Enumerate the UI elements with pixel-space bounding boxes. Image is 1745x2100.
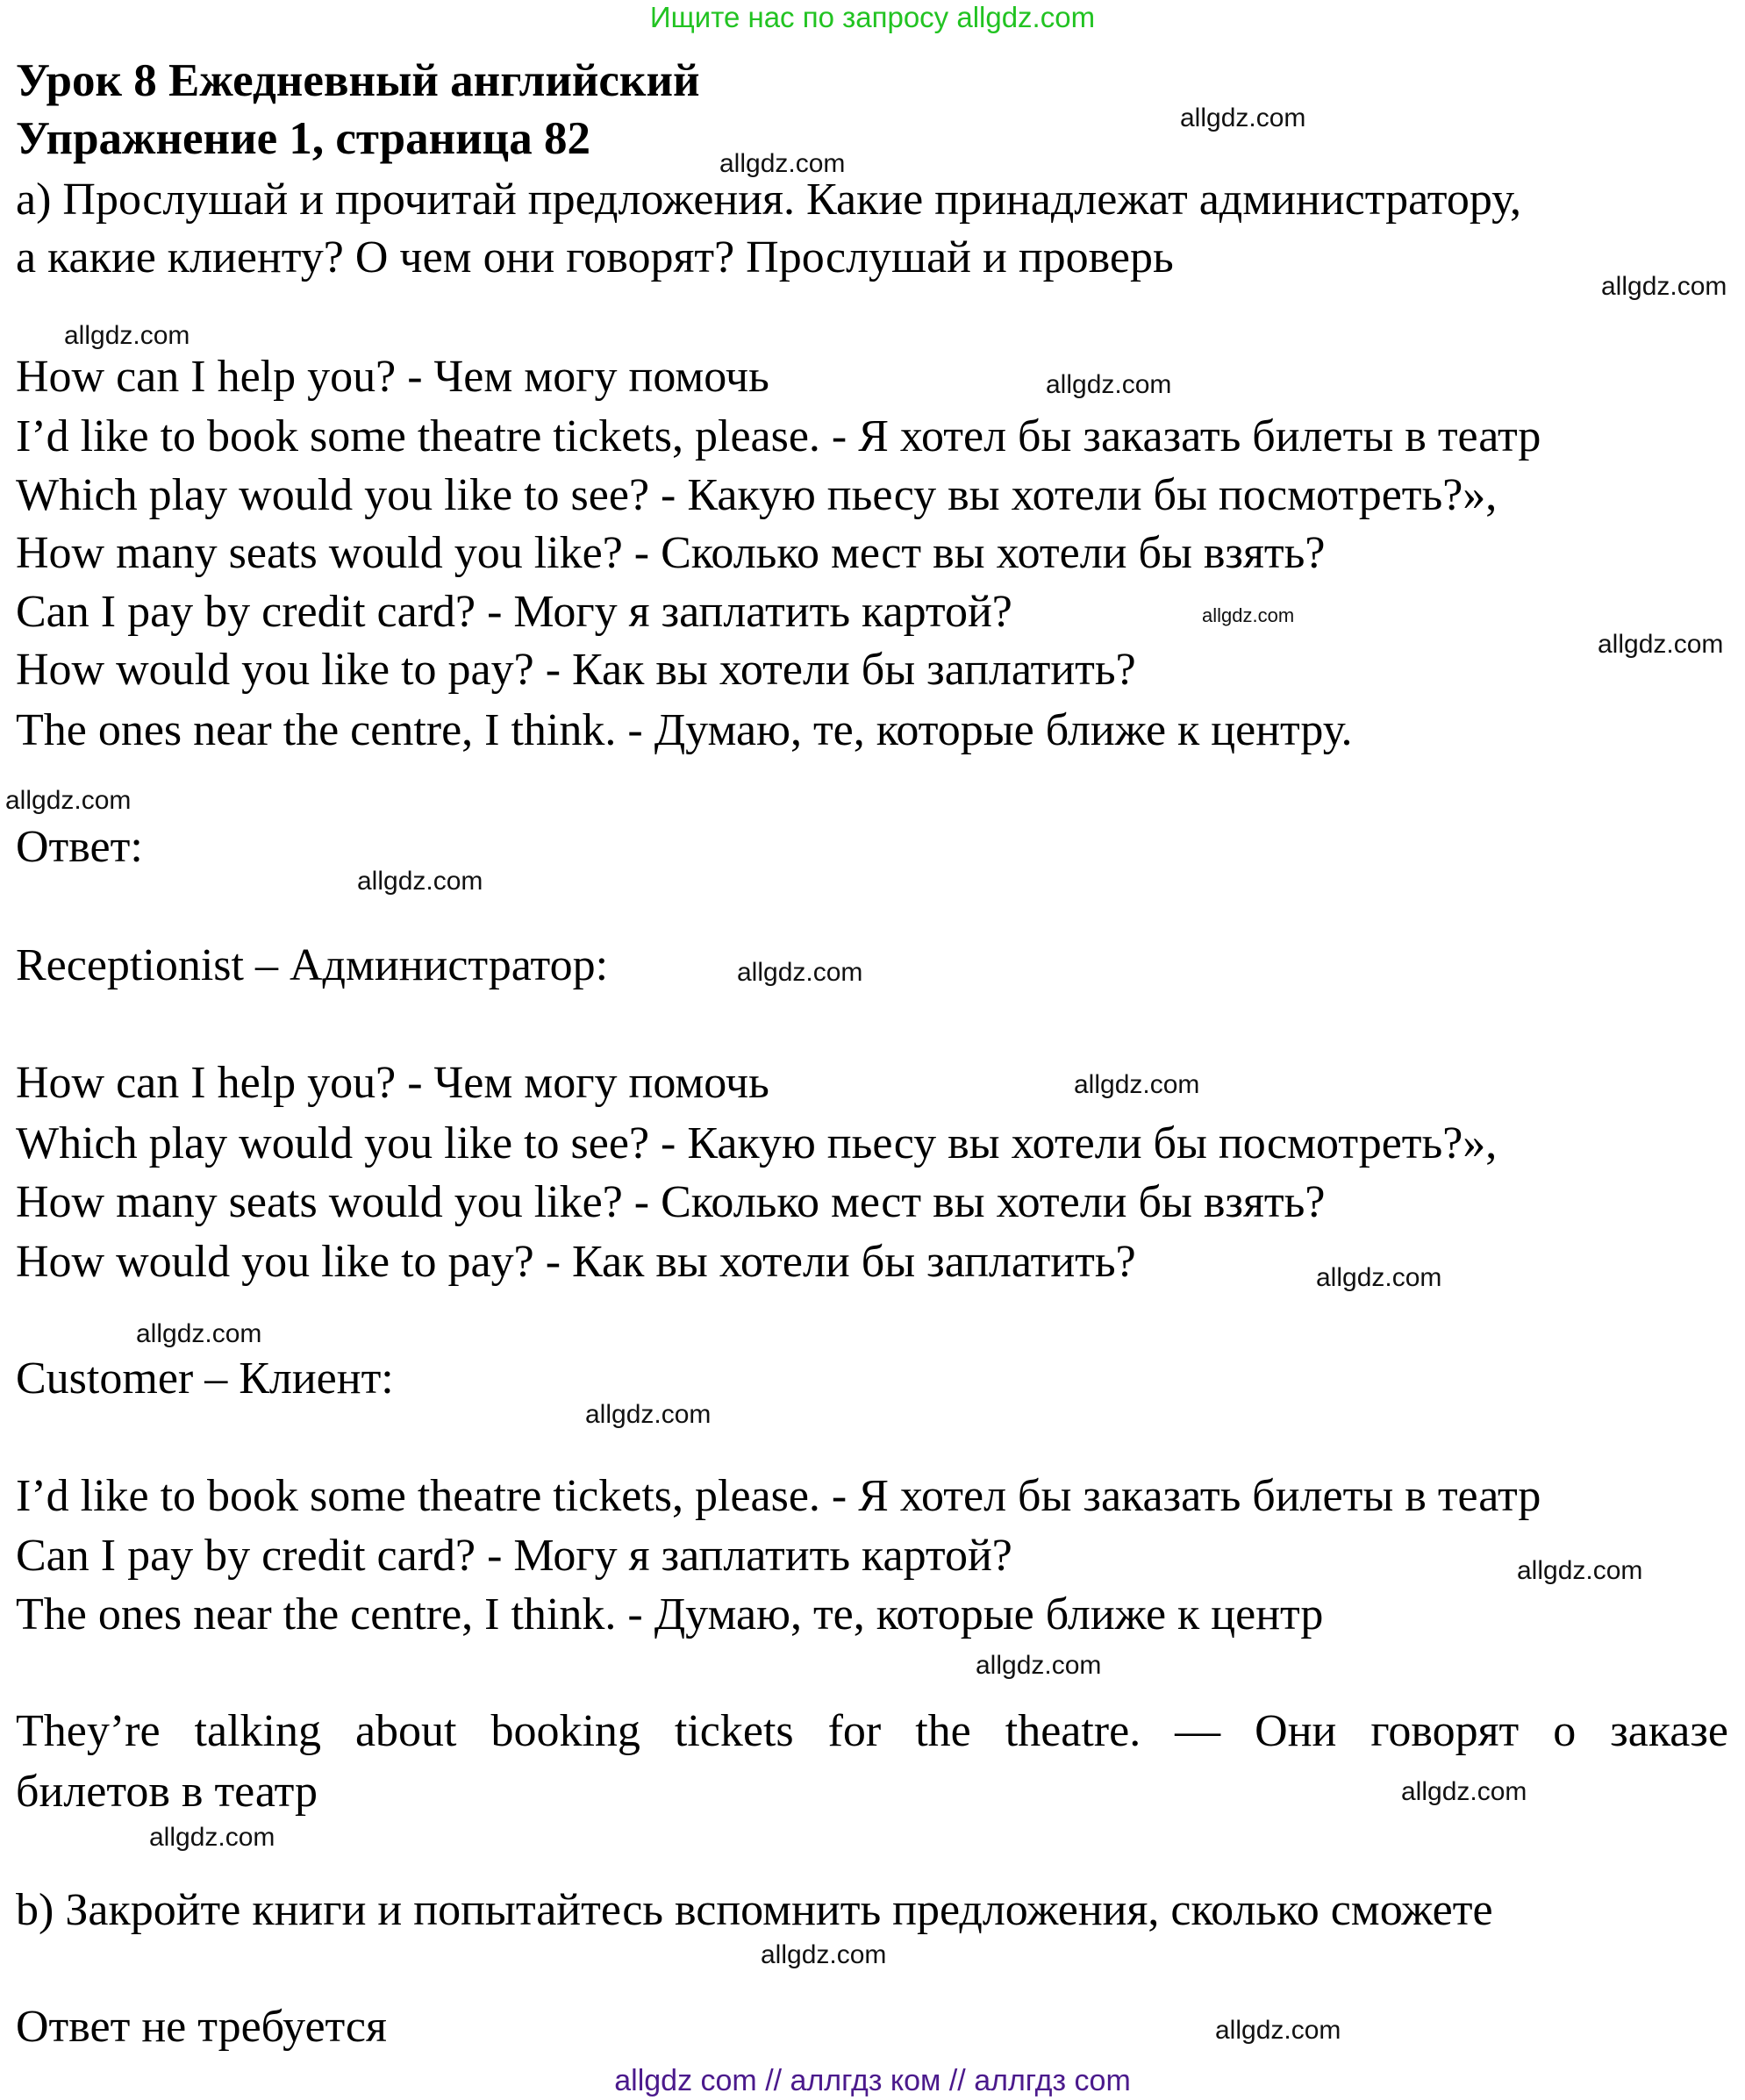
watermark: allgdz.com [1215, 2016, 1341, 2045]
receptionist-line: How many seats would you like? - Сколько мест вы хотели бы взять? [16, 1177, 1326, 1227]
sentence: Which play would you like to see? - Какую пьесу вы хотели бы посмотреть?», [16, 470, 1498, 520]
receptionist-line: How would you like to pay? - Как вы хотели бы заплатить? [16, 1237, 1136, 1287]
title: Урок 8 Ежедневный английский [16, 55, 700, 106]
watermark: allgdz.com [737, 958, 863, 987]
sentence: How can I help you? - Чем могу помочь [16, 352, 769, 402]
answer-label: Ответ: [16, 822, 143, 872]
customer-label: Customer – Клиент: [16, 1354, 394, 1404]
customer-line: The ones near the centre, I think. - Думаю, те, которые ближе к центр [16, 1589, 1324, 1639]
task-a-line: a) Прослушай и прочитай предложения. Какие принадлежат администратору, [16, 175, 1521, 225]
watermark: allgdz.com [1601, 272, 1727, 301]
watermark: allgdz.com [5, 786, 132, 815]
watermark: allgdz.com [976, 1651, 1102, 1680]
watermark: allgdz.com [585, 1400, 712, 1429]
watermark: allgdz.com [1180, 104, 1306, 132]
topic-line: They’re talking about booking tickets for the theatre. — Они говорят о заказе [16, 1706, 1728, 1756]
answer-b: Ответ не требуется [16, 2002, 387, 2052]
watermark: allgdz.com [1316, 1263, 1442, 1292]
task-b: b) Закройте книги и попытайтесь вспомнить предложения, сколько сможете [16, 1885, 1493, 1935]
watermark: allgdz.com [1046, 370, 1172, 399]
watermark: allgdz.com [1517, 1556, 1643, 1585]
watermark: allgdz.com [136, 1319, 262, 1348]
customer-line: Can I pay by credit card? - Могу я заплатить картой? [16, 1531, 1012, 1581]
sentence: How would you like to pay? - Как вы хотели бы заплатить? [16, 645, 1136, 695]
receptionist-line: Which play would you like to see? - Какую пьесу вы хотели бы посмотреть?», [16, 1118, 1498, 1168]
watermark: allgdz.com [1074, 1070, 1200, 1099]
sentence: How many seats would you like? - Сколько мест вы хотели бы взять? [16, 528, 1326, 578]
watermark: allgdz.com [357, 867, 483, 896]
customer-line: I’d like to book some theatre tickets, please. - Я хотел бы заказать билеты в театр [16, 1471, 1541, 1521]
sentence: I’d like to book some theatre tickets, please. - Я хотел бы заказать билеты в театр [16, 411, 1541, 461]
watermark: allgdz.com [1202, 604, 1295, 626]
watermark: allgdz.com [64, 321, 190, 350]
footer-links[interactable]: allgdz com // аллгдз ком // аллгдз com [614, 2064, 1131, 2097]
watermark: allgdz.com [719, 149, 846, 178]
sentence: The ones near the centre, I think. - Думаю, те, которые ближе к центру. [16, 705, 1353, 755]
receptionist-label: Receptionist – Администратор: [16, 940, 609, 990]
watermark: allgdz.com [1598, 630, 1724, 659]
topic-line: билетов в театр [16, 1767, 318, 1817]
watermark: allgdz.com [1401, 1777, 1527, 1806]
receptionist-line: How can I help you? - Чем могу помочь [16, 1058, 769, 1108]
watermark: allgdz.com [761, 1940, 887, 1969]
watermark: allgdz.com [149, 1823, 275, 1852]
sentence: Can I pay by credit card? - Могу я заплатить картой? [16, 587, 1012, 637]
search-banner: Ищите нас по запросу allgdz.com [649, 1, 1096, 33]
subtitle: Упражнение 1, страница 82 [16, 113, 590, 164]
task-a-line: а какие клиенту? О чем они говорят? Прослушай и проверь [16, 232, 1174, 282]
